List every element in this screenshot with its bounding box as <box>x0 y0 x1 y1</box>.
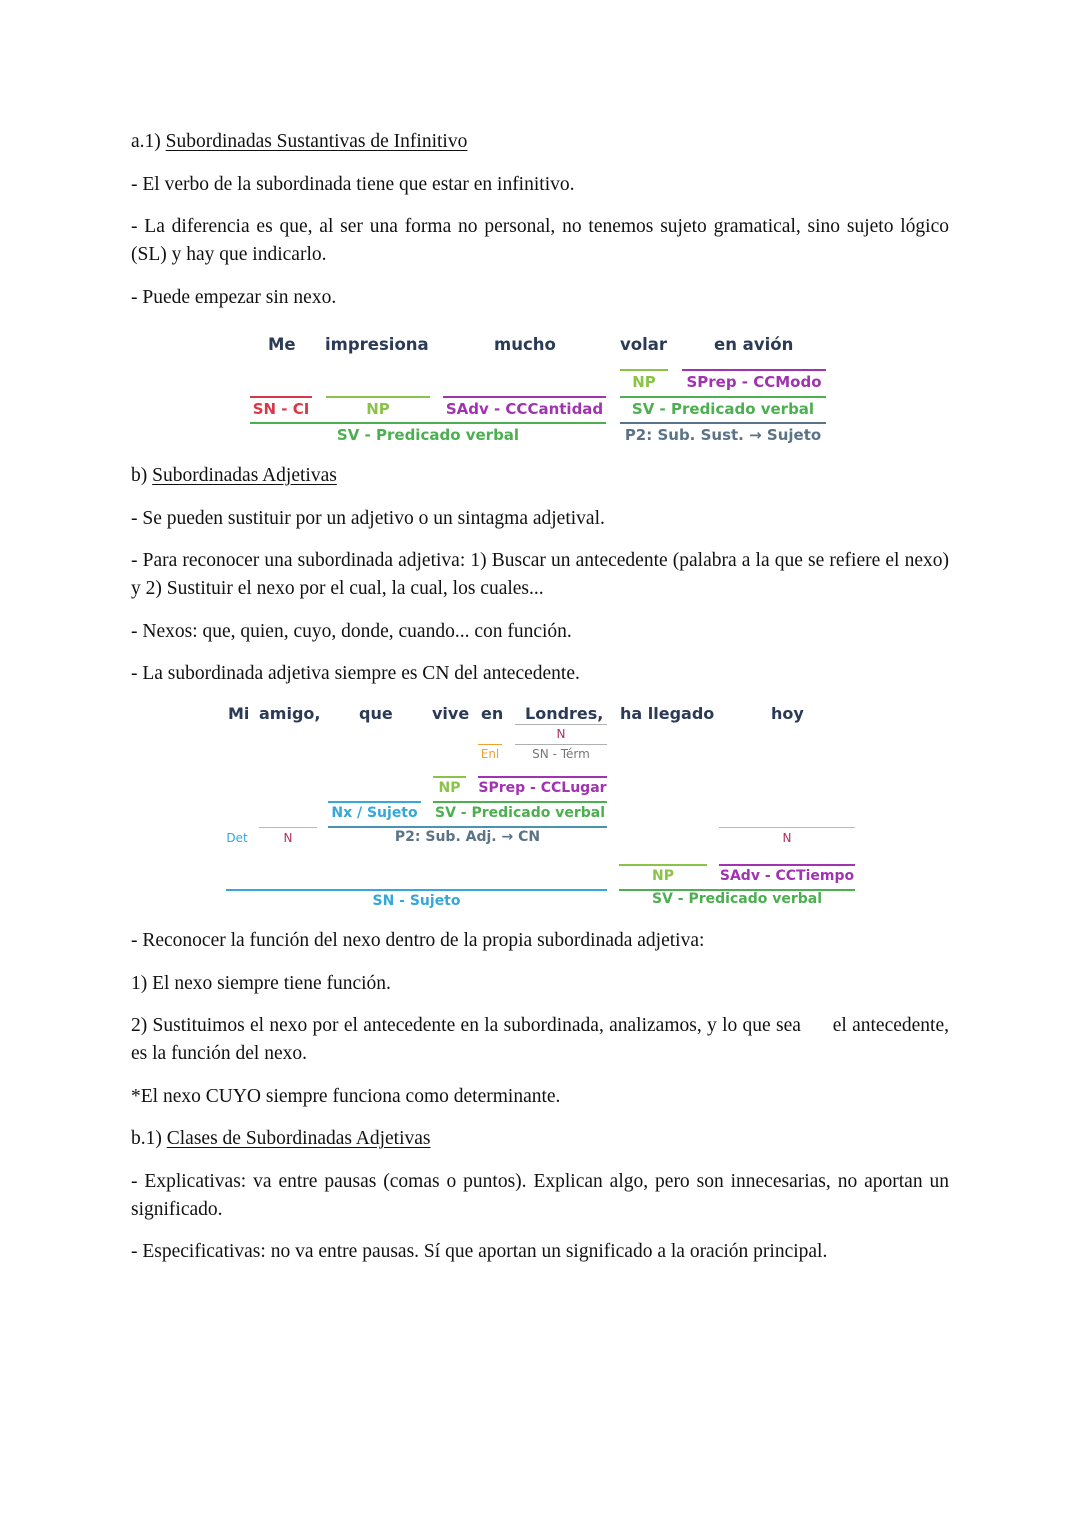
paragraph: - La subordinada adjetiva siempre es CN del antecedente. <box>131 663 580 684</box>
underline <box>478 776 607 778</box>
word-me: Me <box>268 335 296 354</box>
label-np-main: NP <box>652 868 674 884</box>
label-n-londres: N <box>556 727 566 741</box>
paragraph: - Puede empezar sin nexo. <box>131 286 337 308</box>
word-ha-llegado: ha llegado <box>620 704 715 723</box>
word-amigo: amigo, <box>259 704 321 723</box>
label-np-sub: NP <box>632 373 656 391</box>
section-b-title: Subordinadas Adjetivas <box>152 465 337 486</box>
underline <box>328 801 421 803</box>
word-mi: Mi <box>228 704 250 723</box>
underline <box>433 776 466 778</box>
paragraph: - Reconocer la función del nexo dentro de la propia subordinada adjetiva: <box>131 930 705 951</box>
paragraph: - Se pueden sustituir por un adjetivo o un sintagma adjetival. <box>131 507 605 529</box>
label-n-amigo: N <box>283 831 293 845</box>
section-nexo-function <box>131 927 954 1281</box>
paragraph: - La diferencia es que, al ser una forma no personal, no tenemos sujeto gramatical, sino sujeto lógico (SL) y hay que indicarlo. <box>131 216 949 265</box>
underline <box>719 827 855 828</box>
paragraph: 2) Sustituimos el nexo por el antecedente en la subordinada, analizamos, y lo que sea el antecedente, es la función del nexo. <box>131 1015 954 1064</box>
paragraph: - Nexos: que, quien, cuyo, donde, cuando... con función. <box>131 620 572 642</box>
label-det: Det <box>226 831 248 845</box>
label-sv-main: SV - Predicado verbal <box>651 891 822 907</box>
section-a1-heading: a.1) Subordinadas Sustantivas de Infinitivo <box>131 131 468 152</box>
label-p2-sub-adj: P2: Sub. Adj. → CN <box>394 829 541 845</box>
label-np: NP <box>366 400 390 418</box>
label-sn-term: SN - Térm <box>532 747 590 761</box>
label-sn-sujeto: SN - Sujeto <box>372 893 461 909</box>
word-volar: volar <box>620 335 668 354</box>
word-en-avion: en avión <box>714 335 794 354</box>
underline <box>226 889 607 891</box>
label-p2-sub-sust: P2: Sub. Sust. → Sujeto <box>624 426 822 444</box>
paragraph: *El nexo CUYO siempre funciona como determinante. <box>131 1085 561 1107</box>
section-b1-title: Clases de Subordinadas Adjetivas <box>166 1128 431 1149</box>
word-mucho: mucho <box>494 335 556 354</box>
word-que: que <box>359 704 393 723</box>
label-sv-main: SV - Predicado verbal <box>336 426 520 444</box>
label-sn-ci: SN - CI <box>252 400 310 418</box>
label-sprep-ccmodo: SPrep - CCModo <box>686 373 822 391</box>
label-sv-sub: SV - Predicado verbal <box>434 805 605 821</box>
label-sadv-cccantidad: SAdv - CCCantidad <box>445 400 604 418</box>
paragraph: - El verbo de la subordinada tiene que estar en infinitivo. <box>131 173 575 195</box>
section-a1-title: Subordinadas Sustantivas de Infinitivo <box>165 131 468 152</box>
underline <box>478 744 502 745</box>
word-vive: vive <box>432 704 470 723</box>
word-londres: Londres, <box>525 704 604 723</box>
label-sadv-cctiempo: SAdv - CCTiempo <box>719 868 855 884</box>
word-hoy: hoy <box>771 704 804 723</box>
underline <box>515 724 607 725</box>
underline <box>259 827 317 828</box>
underline <box>433 801 607 803</box>
label-sv-sub: SV - Predicado verbal <box>631 400 815 418</box>
paragraph: - Especificativas: no va entre pausas. Sí que aportan un significado a la oración principal. <box>131 1241 828 1262</box>
label-np-vive: NP <box>438 780 461 796</box>
underline <box>719 864 855 866</box>
label-sprep-cclugar: SPrep - CCLugar <box>478 780 607 796</box>
paragraph: - Explicativas: va entre pausas (comas o puntos). Explican algo, pero son innecesarias, no aportan un significado. <box>131 1170 949 1220</box>
underline <box>619 864 707 866</box>
paragraph: 1) El nexo siempre tiene función. <box>131 972 391 994</box>
section-b-heading: b) Subordinadas Adjetivas <box>131 465 337 486</box>
section-b1-heading: b.1) Clases de Subordinadas Adjetivas <box>131 1128 431 1149</box>
underline <box>328 826 607 828</box>
word-en: en <box>481 704 504 723</box>
underline <box>515 744 607 745</box>
paragraph: - Para reconocer una subordinada adjetiva: 1) Buscar un antecedente (palabra a la que se refiere el nexo) y 2) Sustituir el nexo por el cual, la cual, los cuales... <box>131 550 949 599</box>
label-enl: Enl <box>480 747 500 761</box>
label-nx-sujeto: Nx / Sujeto <box>331 805 418 821</box>
label-n-hoy: N <box>782 831 792 845</box>
word-impresiona: impresiona <box>325 335 429 354</box>
